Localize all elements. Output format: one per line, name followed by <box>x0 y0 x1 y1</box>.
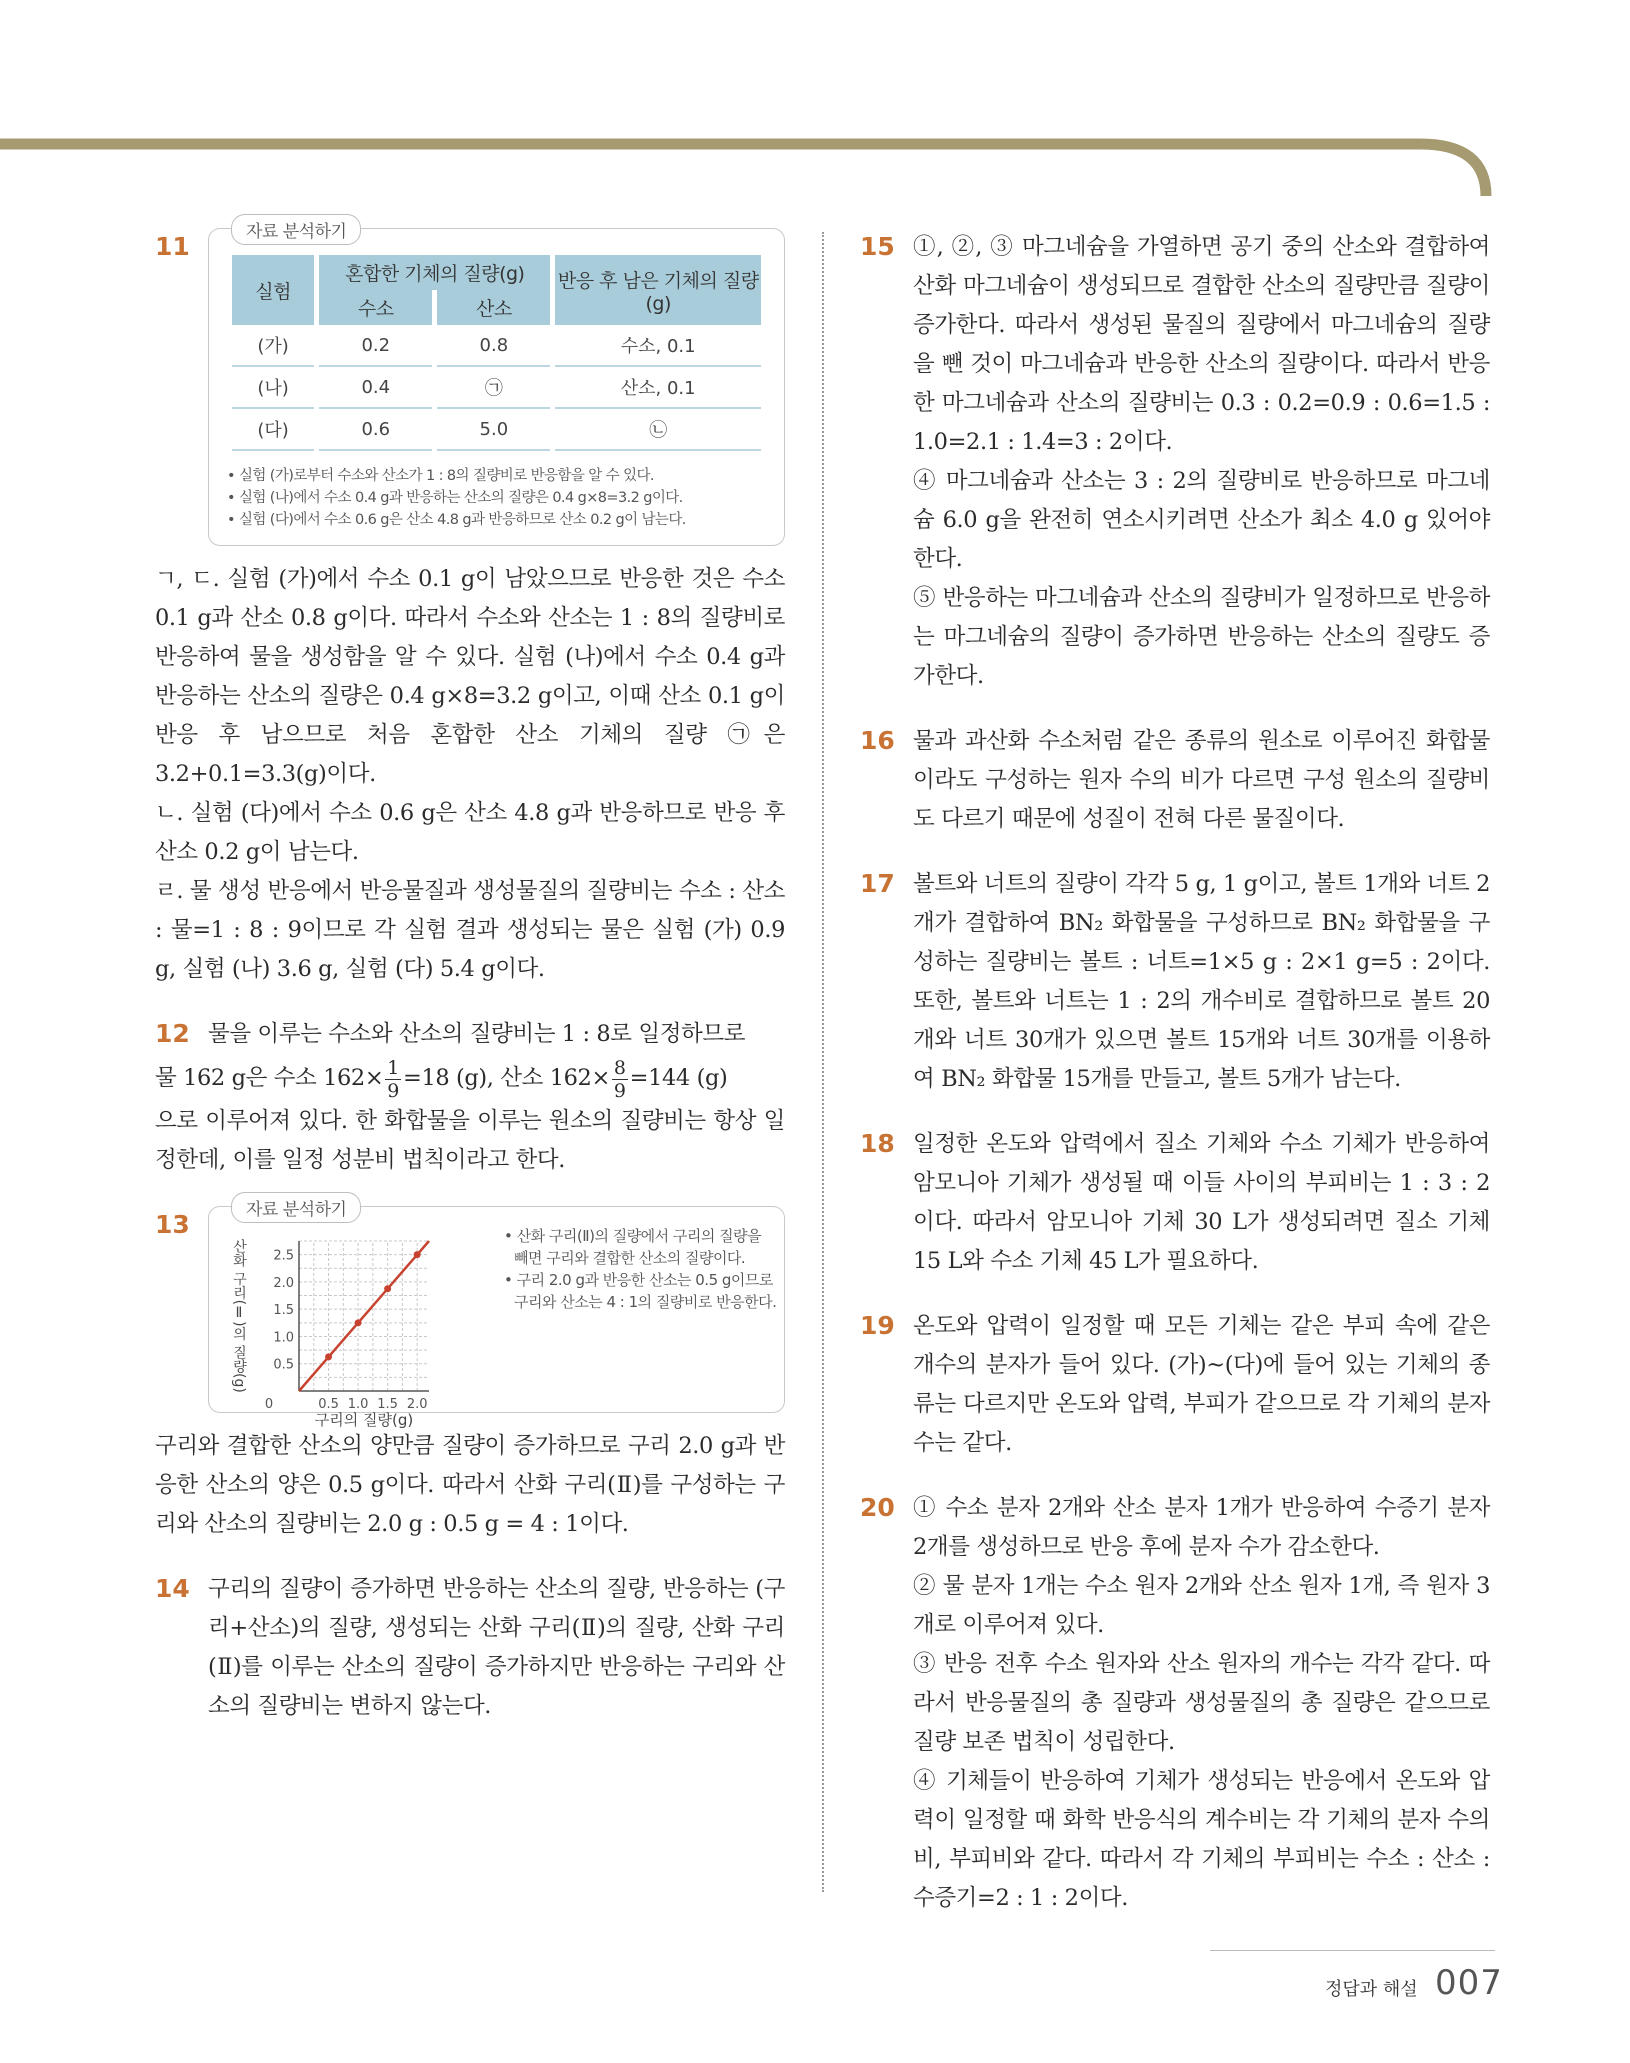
q12-line-3: 으로 이루어져 있다. 한 화합물을 이루는 원소의 질량비는 항상 일정한데, 이를 일정 성분비 법칙이라고 한다. <box>155 1108 785 1173</box>
analysis-note: • 실험 (다)에서 수소 0.6 g은 산소 4.8 g과 반응하므로 산소 0.2 g이 남는다. <box>227 509 766 531</box>
y-tick-label: 2.0 <box>273 1275 294 1291</box>
cell-oxygen: ㉠ <box>437 367 550 409</box>
fraction-denominator: 9 <box>387 1079 399 1102</box>
column-divider <box>822 232 824 1892</box>
table-row <box>232 409 761 451</box>
cell-hydrogen: 0.6 <box>319 409 432 451</box>
cell-remaining: 수소, 0.1 <box>555 325 761 367</box>
top-decorative-band <box>0 136 1490 196</box>
question-number: 20 <box>860 1493 895 1522</box>
q16-explanation: 물과 과산화 수소처럼 같은 종류의 원소로 이루어진 화합물이라도 구성하는 원자 수의 비가 다르면 구성 원소의 질량비도 다르기 때문에 성질이 전혀 다른 물질이다. <box>913 728 1490 832</box>
experiment-table <box>227 255 766 451</box>
q12-text-c: =144 (g) <box>629 1065 728 1091</box>
q12-text-a: 물 162 g은 수소 162× <box>155 1065 384 1091</box>
question-number: 15 <box>860 232 895 261</box>
x-tick-label: 2.0 <box>406 1397 428 1412</box>
question-number: 19 <box>860 1311 895 1340</box>
cell-hydrogen: 0.4 <box>319 367 432 409</box>
fraction-numerator: 8 <box>613 1056 626 1079</box>
data-analysis-box <box>208 1200 785 1429</box>
fraction-numerator: 1 <box>387 1056 399 1079</box>
cell-remaining: 산소, 0.1 <box>555 367 761 409</box>
data-point <box>355 1319 362 1326</box>
analysis-note: • 실험 (나)에서 수소 0.4 g과 반응하는 산소의 질량은 0.4 g×8=3.2 g이다. <box>227 487 766 509</box>
question-number: 16 <box>860 726 895 755</box>
table-row <box>232 325 761 367</box>
cell-remaining: ㉡ <box>555 409 761 451</box>
origin-label: 0 <box>264 1397 274 1412</box>
side-note: • 구리 2.0 g과 반응한 산소는 0.5 g이므로 구리와 산소는 4 : 1의 질량비로 반응한다. <box>504 1269 779 1313</box>
side-note: • 산화 구리(Ⅱ)의 질량에서 구리의 질량을 빼면 구리와 결합한 산소의 질량이다. <box>504 1225 779 1269</box>
table-row <box>232 367 761 409</box>
q20-explanation-2: ② 물 분자 1개는 수소 원자 2개와 산소 원자 1개, 즉 원자 3개로 이루어져 있다. <box>913 1573 1490 1638</box>
left-column <box>155 222 785 1726</box>
question-11 <box>155 222 785 546</box>
copper-oxide-chart <box>217 1213 487 1429</box>
q19-explanation: 온도와 압력이 일정할 때 모든 기체는 같은 부피 속에 같은 개수의 분자가 들어 있다. (가)~(다)에 들어 있는 기체의 종류는 다르지만 온도와 압력, 부피가 같으므로 각 기체의 분자 수는 같다. <box>913 1313 1490 1456</box>
header-remaining-gas-mass: 반응 후 남은 기체의 질량(g) <box>555 255 761 325</box>
question-number: 13 <box>155 1210 190 1239</box>
question-18 <box>860 1125 1490 1281</box>
cell-experiment: (가) <box>232 325 314 367</box>
question-14 <box>155 1570 785 1726</box>
data-analysis-tag: 자료 분석하기 <box>231 1192 361 1223</box>
q12-line-1: 물을 이루는 수소와 산소의 질량비는 1 : 8로 일정하므로 <box>208 1021 746 1047</box>
header-mixed-gas-mass: 혼합한 기체의 질량(g) <box>319 255 550 290</box>
data-point <box>414 1251 421 1258</box>
header-experiment: 실험 <box>232 255 314 325</box>
q20-explanation-1: ① 수소 분자 2개와 산소 분자 1개가 반응하여 수증기 분자 2개를 생성하므로 반응 후에 분자 수가 감소한다. <box>913 1495 1490 1560</box>
fraction-1-9 <box>385 1057 401 1102</box>
y-tick-label: 2.5 <box>273 1248 294 1264</box>
q11-explanation-1: ㄱ, ㄷ. 실험 (가)에서 수소 0.1 g이 남았으므로 반응한 것은 수소 0.1 g과 산소 0.8 g이다. 따라서 수소와 산소는 1 : 8의 질량비로 반응하여 물을 생성함을 알 수 있다. 실험 (나)에서 수소 0.4 g과 반응하는 산소의 질량은 0.4 g×8=3.2 g이고, 이때 산소 0.1 g이 반응 후 남으므로 처음 혼합한 산소 기체의 질량 ㉠은 3.2+0.1=3.3(g)이다. <box>155 566 785 787</box>
question-number: 18 <box>860 1129 895 1158</box>
right-column <box>860 228 1490 1918</box>
footer-label: 정답과 해설 <box>1325 1979 1418 2000</box>
x-axis-label: 구리의 질량(g) <box>314 1411 414 1429</box>
fraction-8-9 <box>612 1057 628 1102</box>
question-15 <box>860 228 1490 696</box>
question-number: 12 <box>155 1019 190 1048</box>
q11-explanation-2: ㄴ. 실험 (다)에서 수소 0.6 g은 산소 4.8 g과 반응하므로 반응 후 산소 0.2 g이 남는다. <box>155 800 785 865</box>
question-number: 11 <box>155 232 190 261</box>
question-19 <box>860 1307 1490 1463</box>
fraction-denominator: 9 <box>613 1079 626 1102</box>
y-tick-label: 1.0 <box>273 1330 294 1346</box>
header-oxygen: 산소 <box>437 290 550 325</box>
x-tick-label: 1.5 <box>377 1397 398 1412</box>
q15-explanation-2: ④ 마그네슘과 산소는 3 : 2의 질량비로 반응하므로 마그네슘 6.0 g을 완전히 연소시키려면 산소가 최소 4.0 g 있어야 한다. <box>913 468 1490 572</box>
x-tick-label: 0.5 <box>318 1397 339 1412</box>
page-footer <box>1210 1950 1503 2025</box>
question-17 <box>860 865 1490 1099</box>
analysis-note: • 실험 (가)로부터 수소와 산소가 1 : 8의 질량비로 반응함을 알 수 있다. <box>227 465 766 487</box>
cell-experiment: (다) <box>232 409 314 451</box>
cell-oxygen: 0.8 <box>437 325 550 367</box>
cell-hydrogen: 0.2 <box>319 325 432 367</box>
data-point <box>384 1285 391 1292</box>
data-analysis-box <box>208 222 785 546</box>
y-tick-label: 0.5 <box>273 1357 294 1373</box>
q14-explanation: 구리의 질량이 증가하면 반응하는 산소의 질량, 반응하는 (구리+산소)의 질량, 생성되는 산화 구리(Ⅱ)의 질량, 산화 구리(Ⅱ)를 이루는 산소의 질량이 증가하지만 반응하는 구리와 산소의 질량비는 변하지 않는다. <box>208 1576 785 1719</box>
analysis-notes <box>227 465 766 531</box>
page-number: 007 <box>1435 1963 1503 2003</box>
q12-text-b: =18 (g), 산소 162× <box>403 1065 610 1091</box>
question-number: 14 <box>155 1574 190 1603</box>
header-hydrogen: 수소 <box>319 290 432 325</box>
q20-explanation-3: ③ 반응 전후 수소 원자와 산소 원자의 개수는 각각 같다. 따라서 반응물질의 총 질량과 생성물질의 총 질량은 같으므로 질량 보존 법칙이 성립한다. <box>913 1651 1490 1755</box>
q17-explanation: 볼트와 너트의 질량이 각각 5 g, 1 g이고, 볼트 1개와 너트 2개가 결합하여 BN₂ 화합물을 구성하므로 BN₂ 화합물을 구성하는 질량비는 볼트 : 너트=1×5 g : 2×1 g=5 : 2이다. 또한, 볼트와 너트는 1 : 2의 개수비로 결합하므로 볼트 20개와 너트 30개가 있으면 볼트 15개와 너트 30개를 이용하여 BN₂ 화합물 15개를 만들고, 볼트 5개가 남는다. <box>913 871 1490 1092</box>
data-point <box>325 1353 332 1360</box>
q20-explanation-4: ④ 기체들이 반응하여 기체가 생성되는 반응에서 온도와 압력이 일정할 때 화학 반응식의 계수비는 각 기체의 분자 수의 비, 부피비와 같다. 따라서 각 기체의 부피비는 수소 : 산소 : 수증기=2 : 1 : 2이다. <box>913 1768 1490 1911</box>
data-analysis-tag: 자료 분석하기 <box>231 214 361 245</box>
cell-experiment: (나) <box>232 367 314 409</box>
q11-explanation-3: ㄹ. 물 생성 반응에서 반응물질과 생성물질의 질량비는 수소 : 산소 : 물=1 : 8 : 9이므로 각 실험 결과 생성되는 물은 실험 (가) 0.9 g, 실험 (나) 3.6 g, 실험 (다) 5.4 g이다. <box>155 878 785 982</box>
question-20 <box>860 1489 1490 1918</box>
chart-side-notes <box>504 1225 779 1313</box>
x-tick-label: 1.0 <box>347 1397 369 1412</box>
series-line <box>299 1241 429 1391</box>
q13-explanation: 구리와 결합한 산소의 양만큼 질량이 증가하므로 구리 2.0 g과 반응한 산소의 양은 0.5 g이다. 따라서 산화 구리(Ⅱ)를 구성하는 구리와 산소의 질량비는 2.0 g : 0.5 g = 4 : 1이다. <box>155 1433 785 1537</box>
q12-line-2 <box>155 1054 785 1102</box>
q15-explanation-1: ①, ②, ③ 마그네슘을 가열하면 공기 중의 산소와 결합하여 산화 마그네슘이 생성되므로 결합한 산소의 질량만큼 질량이 증가한다. 따라서 생성된 물질의 질량에서 마그네슘의 질량을 뺀 것이 마그네슘과 반응한 산소의 질량이다. 따라서 반응한 마그네슘과 산소의 질량비는 0.3 : 0.2=0.9 : 0.6=1.5 : 1.0=2.1 : 1.4=3 : 2이다. <box>913 234 1490 455</box>
question-number: 17 <box>860 869 895 898</box>
question-12 <box>155 1015 785 1054</box>
q18-explanation: 일정한 온도와 압력에서 질소 기체와 수소 기체가 반응하여 암모니아 기체가 생성될 때 이들 사이의 부피비는 1 : 3 : 2이다. 따라서 암모니아 기체 30 L가 생성되려면 질소 기체 15 L와 수소 기체 45 L가 필요하다. <box>913 1131 1490 1274</box>
question-13 <box>155 1200 785 1429</box>
question-16 <box>860 722 1490 839</box>
y-tick-label: 1.5 <box>273 1303 294 1319</box>
cell-oxygen: 5.0 <box>437 409 550 451</box>
y-axis-label: 산화 구리(Ⅱ)의 질량(g) <box>231 1239 247 1393</box>
q15-explanation-3: ⑤ 반응하는 마그네슘과 산소의 질량비가 일정하므로 반응하는 마그네슘의 질량이 증가하면 반응하는 산소의 질량도 증가한다. <box>913 585 1490 689</box>
